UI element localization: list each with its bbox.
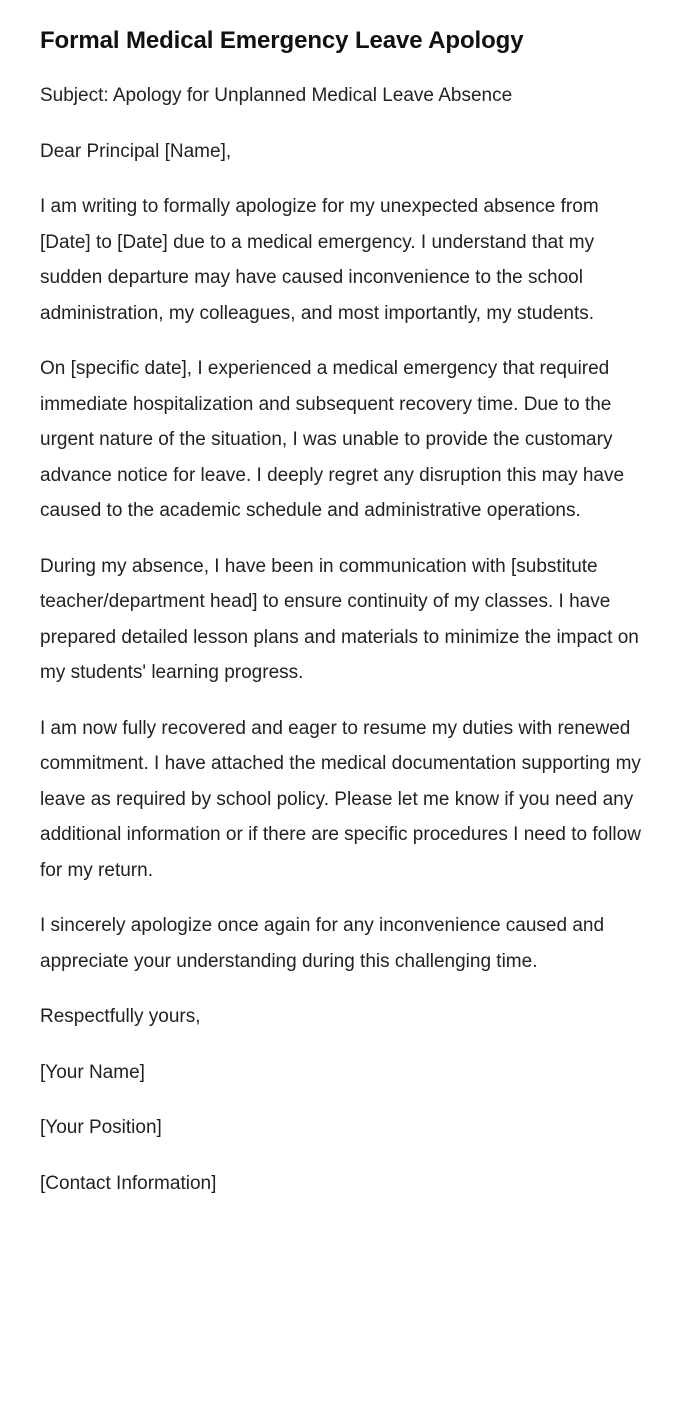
salutation: Dear Principal [Name],	[40, 140, 232, 162]
subject-line: Subject: Apology for Unplanned Medical Leave Absence	[40, 85, 513, 106]
signature-position: [Your Position]	[40, 1117, 162, 1138]
bottom-spacer	[40, 1201, 660, 1241]
body-paragraph-4: I am now fully recovered and eager to resume my duties with renewed commitment. I have attached the medical documentation supporting my leave as required by school policy. Please let me know if you need any additional information or if there are specific procedures I need to follow for my return.	[40, 717, 641, 881]
body-paragraph-2: On [specific date], I experienced a medical emergency that required immediate hospitalization and subsequent recovery time. Due to the urgent nature of the situation, I was unable to provide the customary advance notice for leave. I deeply regret any disruption this may have caused to the academic schedule and administrative operations.	[40, 358, 625, 521]
body-paragraph-5: I sincerely apologize once again for any inconvenience caused and appreciate your understanding during this challenging time.	[40, 915, 605, 972]
body-paragraph-1: I am writing to formally apologize for my unexpected absence from [Date] to [Date] due to a medical emergency. I understand that my sudden departure may have caused inconvenience to the school administration, my colleagues, and most importantly, my students.	[40, 196, 599, 324]
signature-name: [Your Name]	[40, 1061, 145, 1083]
closing-salutation: Respectfully yours,	[40, 1006, 201, 1027]
page-title: Formal Medical Emergency Leave Apology	[40, 27, 524, 54]
signature-contact: [Contact Information]	[40, 1172, 217, 1194]
body-paragraph-3: During my absence, I have been in communication with [substitute teacher/department head] to ensure continuity of my classes. I have prepared detailed lesson plans and materials to minimize the impact on my students' learning progress.	[40, 555, 639, 683]
